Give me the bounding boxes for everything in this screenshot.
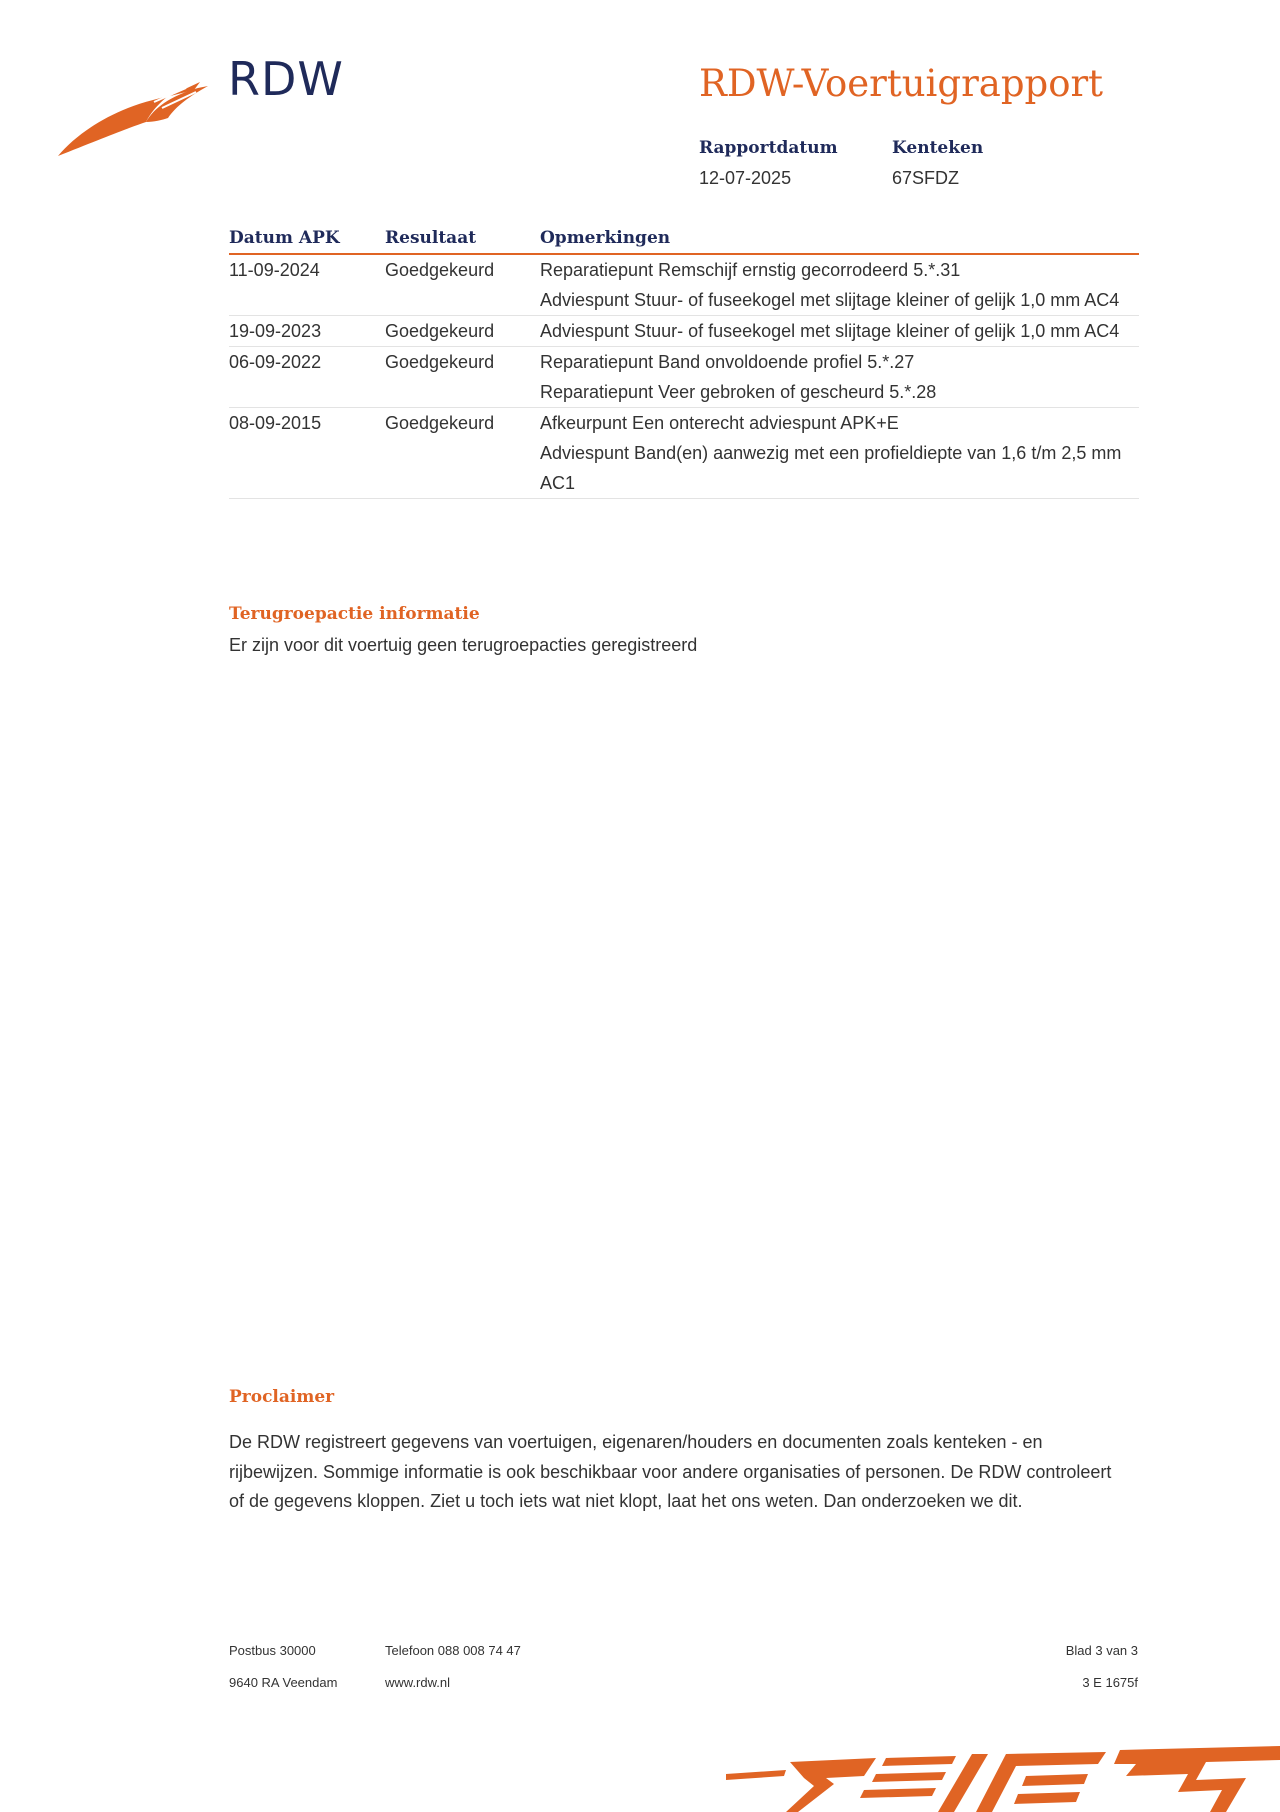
apk-result: Goedgekeurd [385, 254, 540, 316]
report-date-label: Rapportdatum [699, 138, 838, 158]
footer-document-code: 3 E 1675f [1082, 1675, 1138, 1690]
plate-value: 67SFDZ [892, 168, 960, 188]
remark-line: Adviespunt Band(en) aanwezig met een profieldiepte van 1,6 t/m 2,5 mm AC1 [540, 443, 1122, 493]
column-header-result: Resultaat [385, 222, 540, 254]
apk-date: 11-09-2024 [229, 254, 385, 316]
remark-line: Adviespunt Stuur- of fuseekogel met slijtage kleiner of gelijk 1,0 mm AC4 [540, 321, 1120, 341]
column-header-date: Datum APK [229, 222, 385, 254]
table-row [229, 408, 1139, 499]
table-row [229, 254, 1139, 316]
table-row [229, 316, 1139, 347]
logo-text: RDW [228, 52, 344, 106]
report-date-block [699, 138, 838, 189]
remark-line: Reparatiepunt Band onvoldoende profiel 5.*.27 [540, 352, 915, 372]
footer-address-line2: 9640 RA Veendam [229, 1675, 338, 1690]
apk-remarks [540, 347, 1139, 408]
footer-page-number: Blad 3 van 3 [1065, 1643, 1138, 1658]
remark-line: Adviespunt Stuur- of fuseekogel met slijtage kleiner of gelijk 1,0 mm AC4 [540, 290, 1120, 310]
apk-date: 19-09-2023 [229, 316, 385, 347]
recall-section-title: Terugroepactie informatie [229, 604, 480, 624]
apk-date: 08-09-2015 [229, 408, 385, 499]
plate-label: Kenteken [892, 138, 984, 158]
apk-result: Goedgekeurd [385, 347, 540, 408]
report-title: RDW-Voertuigrapport [699, 62, 1104, 105]
apk-date: 06-09-2022 [229, 347, 385, 408]
apk-remarks [540, 408, 1139, 499]
report-date-value: 12-07-2025 [699, 168, 792, 188]
footer-phone: Telefoon 088 008 74 47 [385, 1643, 521, 1658]
table-row [229, 347, 1139, 408]
apk-result: Goedgekeurd [385, 316, 540, 347]
table-header-row [229, 222, 1139, 254]
apk-history-table [229, 222, 1139, 499]
rdw-footer-stripes-icon [726, 1740, 1280, 1812]
remark-line: Reparatiepunt Remschijf ernstig gecorrodeerd 5.*.31 [540, 260, 961, 280]
apk-remarks [540, 316, 1139, 347]
plate-block [892, 138, 983, 189]
footer-address-line1: Postbus 30000 [229, 1643, 316, 1658]
apk-result: Goedgekeurd [385, 408, 540, 499]
proclaimer-title: Proclaimer [229, 1387, 335, 1407]
remark-line: Afkeurpunt Een onterecht adviespunt APK+E [540, 413, 899, 433]
apk-remarks [540, 254, 1139, 316]
proclaimer-text: De RDW registreert gegevens van voertuigen, eigenaren/houders en documenten zoals kenteken - en rijbewijzen. Sommige informatie is ook beschikbaar voor andere organisaties of personen. De RDW controleert of de gegevens kloppen. Ziet u toch iets wat niet klopt, laat het ons weten. Dan onderzoeken we dit. [229, 1432, 1112, 1511]
recall-text: Er zijn voor dit voertuig geen terugroepacties geregistreerd [229, 635, 698, 655]
rdw-logo-icon [58, 82, 208, 160]
column-header-remarks: Opmerkingen [540, 222, 1139, 254]
footer-website-link[interactable]: www.rdw.nl [385, 1675, 451, 1690]
remark-line: Reparatiepunt Veer gebroken of gescheurd 5.*.28 [540, 382, 937, 402]
